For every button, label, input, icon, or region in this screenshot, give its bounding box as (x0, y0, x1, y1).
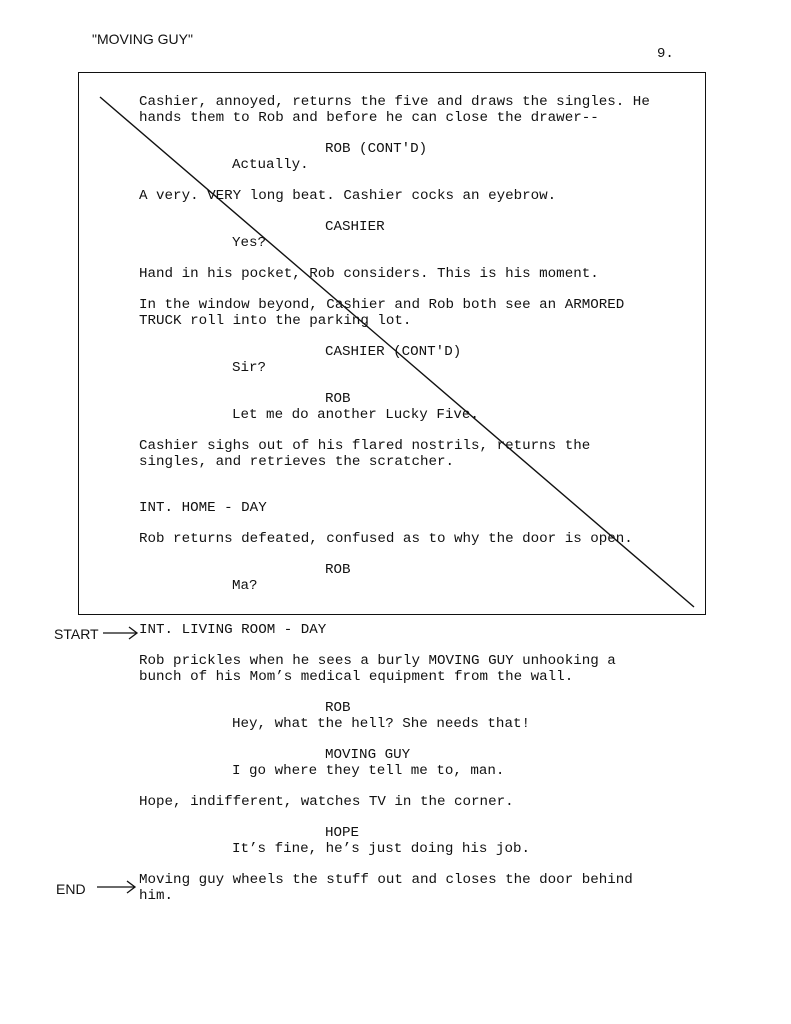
dialogue-line: Ma? (232, 578, 258, 594)
action-line: A very. VERY long beat. Cashier cocks an eyebrow. (139, 188, 557, 204)
dialogue-line: I go where they tell me to, man. (232, 763, 505, 779)
arrow-right-icon (102, 624, 140, 642)
action-line: Rob prickles when he sees a burly MOVING GUY unhooking a (139, 653, 616, 669)
character-cue: ROB (CONT'D) (325, 141, 428, 157)
dialogue-line: Yes? (232, 235, 267, 251)
character-cue: MOVING GUY (325, 747, 411, 763)
dialogue-line: Hey, what the hell? She needs that! (232, 716, 530, 732)
character-cue: CASHIER (325, 219, 385, 235)
dialogue-line: Sir? (232, 360, 267, 376)
character-cue: HOPE (325, 825, 360, 841)
action-line: singles, and retrieves the scratcher. (139, 454, 455, 470)
character-cue: ROB (325, 391, 351, 407)
scene-heading: INT. HOME - DAY (139, 500, 267, 516)
action-line: Moving guy wheels the stuff out and closes the door behind (139, 872, 633, 888)
action-line: bunch of his Mom’s medical equipment from the wall. (139, 669, 574, 685)
dialogue-line: Actually. (232, 157, 309, 173)
end-marker-label: END (56, 881, 86, 897)
action-line: Hand in his pocket, Rob considers. This is his moment. (139, 266, 599, 282)
action-line: Cashier sighs out of his flared nostrils, returns the (139, 438, 591, 454)
action-line: Rob returns defeated, confused as to why the door is open. (139, 531, 633, 547)
action-line: Cashier, annoyed, returns the five and draws the singles. He (139, 94, 650, 110)
action-line: Hope, indifferent, watches TV in the corner. (139, 794, 514, 810)
scene-heading: INT. LIVING ROOM - DAY (139, 622, 327, 638)
page-number: 9. (657, 46, 674, 62)
script-title: "MOVING GUY" (92, 31, 193, 47)
character-cue: CASHIER (CONT'D) (325, 344, 462, 360)
start-marker-label: START (54, 626, 99, 642)
action-line: hands them to Rob and before he can close the drawer-- (139, 110, 599, 126)
dialogue-line: It’s fine, he’s just doing his job. (232, 841, 530, 857)
arrow-right-icon (96, 878, 138, 896)
action-line: TRUCK roll into the parking lot. (139, 313, 412, 329)
character-cue: ROB (325, 562, 351, 578)
action-line: him. (139, 888, 174, 904)
dialogue-line: Let me do another Lucky Five. (232, 407, 479, 423)
character-cue: ROB (325, 700, 351, 716)
action-line: In the window beyond, Cashier and Rob both see an ARMORED (139, 297, 625, 313)
